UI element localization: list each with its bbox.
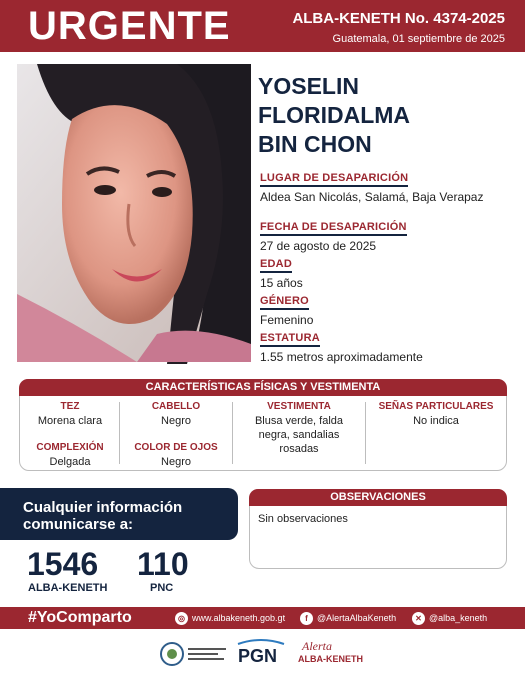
field-estatura xyxy=(260,326,520,364)
phone-pnc-label: PNC xyxy=(150,582,174,594)
divider xyxy=(232,402,233,464)
field-genero xyxy=(260,289,520,327)
char-cabello xyxy=(121,401,231,428)
coat-of-arms-icon xyxy=(160,638,230,670)
field-estatura-label: ESTATURA xyxy=(260,332,320,347)
characteristics-title: CARACTERÍSTICAS FÍSICAS Y VESTIMENTA xyxy=(19,379,507,396)
phone-pnc[interactable]: 110 xyxy=(137,546,189,582)
pgn-logo xyxy=(234,638,289,670)
x-link[interactable] xyxy=(412,611,487,625)
alert-date: Guatemala, 01 septiembre de 2025 xyxy=(332,33,505,45)
phone-alba-keneth[interactable]: 1546 xyxy=(27,546,99,582)
field-fecha-label: FECHA DE DESAPARICIÓN xyxy=(260,221,407,236)
char-vestimenta-line-2: negra, sandalias xyxy=(258,429,340,441)
field-fecha xyxy=(260,215,520,253)
char-complexion-label: COMPLEXIÓN xyxy=(36,442,104,453)
government-logo xyxy=(160,638,230,670)
char-ojos xyxy=(121,442,231,469)
website-text: www.albakeneth.gob.gt xyxy=(192,613,286,623)
name-line-2: FLORIDALMA xyxy=(258,102,411,128)
globe-icon: ◎ xyxy=(175,612,188,625)
char-vestimenta xyxy=(234,401,364,456)
alba-keneth-logo xyxy=(296,638,363,670)
website-link[interactable] xyxy=(175,611,285,625)
field-lugar-label: LUGAR DE DESAPARICIÓN xyxy=(260,172,408,187)
char-senas-label: SEÑAS PARTICULARES xyxy=(378,401,494,412)
char-tez-label: TEZ xyxy=(60,401,80,412)
observations-text: Sin observaciones xyxy=(258,513,348,525)
char-vestimenta-label: VESTIMENTA xyxy=(267,401,331,412)
hashtag: #YoComparto xyxy=(28,609,132,626)
name-line-1: YOSELIN xyxy=(258,73,359,99)
char-tez xyxy=(22,401,118,428)
facebook-text: @AlertaAlbaKeneth xyxy=(317,613,397,623)
char-senas-value: No indica xyxy=(413,415,459,427)
char-tez-value: Morena clara xyxy=(37,415,103,427)
char-cabello-value: Negro xyxy=(161,415,191,427)
divider xyxy=(119,402,120,464)
char-cabello-label: CABELLO xyxy=(151,401,201,412)
phone-alba-keneth-label: ALBA-KENETH xyxy=(28,582,108,594)
char-vestimenta-line-1: Blusa verde, falda xyxy=(254,415,344,427)
pgn-logo-text: PGN xyxy=(238,646,278,666)
field-edad-value: 15 años xyxy=(260,276,303,290)
char-complexion-value: Delgada xyxy=(49,456,91,468)
alba-keneth-logo-text: ALBA-KENETH xyxy=(298,654,363,664)
missing-person-photo xyxy=(17,64,251,362)
char-complexion xyxy=(22,442,118,469)
field-estatura-value: 1.55 metros aproximadamente xyxy=(260,350,423,364)
char-vestimenta-line-3: rosadas xyxy=(279,443,319,455)
char-senas xyxy=(367,401,505,428)
person-name xyxy=(258,72,410,159)
contact-text xyxy=(23,499,182,533)
char-ojos-value: Negro xyxy=(161,456,191,468)
alert-title: URGENTE xyxy=(28,4,231,48)
alert-code: ALBA-KENETH No. 4374-2025 xyxy=(292,10,505,27)
facebook-link[interactable] xyxy=(300,611,396,625)
x-text: @alba_keneth xyxy=(429,613,488,623)
field-lugar-value: Aldea San Nicolás, Salamá, Baja Verapaz xyxy=(260,190,484,204)
char-ojos-label: COLOR DE OJOS xyxy=(134,442,218,453)
field-lugar xyxy=(260,166,520,204)
name-line-3: BIN CHON xyxy=(258,131,372,157)
divider xyxy=(365,402,366,464)
alerta-logo-text: Alerta xyxy=(302,639,332,653)
observations-title: OBSERVACIONES xyxy=(249,489,507,506)
field-fecha-value: 27 de agosto de 2025 xyxy=(260,239,377,253)
facebook-icon: f xyxy=(300,612,313,625)
x-icon: ✕ xyxy=(412,612,425,625)
field-genero-label: GÉNERO xyxy=(260,295,309,310)
field-edad-label: EDAD xyxy=(260,258,292,273)
contact-line-2: comunicarse a: xyxy=(23,516,134,533)
field-edad xyxy=(260,252,520,290)
field-genero-value: Femenino xyxy=(260,313,314,327)
contact-line-1: Cualquier información xyxy=(23,499,183,516)
